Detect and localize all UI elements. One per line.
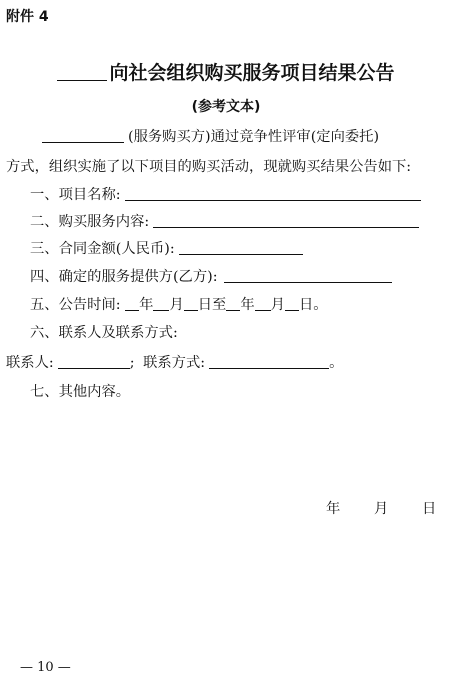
contact-person-label: 联系人: <box>6 355 54 371</box>
day-blank-2 <box>285 296 299 311</box>
signature-year: 年 <box>326 501 341 517</box>
title-text: 向社会组织购买服务项目结果公告 <box>109 62 395 84</box>
item-provider-label: 四、确定的服务提供方(乙方): <box>30 269 218 285</box>
intro-line-1-text: (服务购买方)通过竞争性评审(定向委托) <box>128 129 380 145</box>
page-number: — 10 — <box>20 660 71 675</box>
item-contact-heading: 六、联系人及联系方式: <box>30 325 178 341</box>
item-project-name-label: 一、项目名称: <box>30 187 121 203</box>
contact-method-label: 联系方式: <box>143 355 206 371</box>
year-char-1: 年 <box>139 297 154 313</box>
contact-method-blank <box>209 354 329 369</box>
month-blank-1 <box>153 296 169 311</box>
item-contract-amount-label: 三、合同金额(人民币): <box>30 241 175 257</box>
item-contract-amount <box>30 238 303 258</box>
item-notice-time <box>30 294 328 314</box>
intro-line-2: 方式，组织实施了以下项目的购买活动，现就购买结果公告如下: <box>6 159 412 175</box>
contract-amount-blank <box>179 240 303 255</box>
month-char-1: 月 <box>169 297 184 313</box>
item-project-name <box>30 184 421 204</box>
attachment-label: 附件 4 <box>6 9 49 25</box>
item-service-content-label: 二、购买服务内容: <box>30 214 150 230</box>
document-title <box>0 58 452 85</box>
buyer-blank <box>42 128 124 143</box>
month-blank-2 <box>255 296 271 311</box>
contact-separator: ; <box>129 355 135 371</box>
month-char-2: 月 <box>270 297 285 313</box>
year-blank-2 <box>226 296 240 311</box>
contact-end-char: 。 <box>329 355 344 371</box>
day-to-char: 日至 <box>197 297 227 313</box>
year-blank-1 <box>125 296 139 311</box>
document-subtitle: (参考文本) <box>191 99 261 115</box>
notice-time-label: 五、公告时间: <box>30 297 121 313</box>
title-blank <box>57 64 107 81</box>
signature-month: 月 <box>374 501 389 517</box>
contact-line <box>6 352 343 372</box>
intro-line-1 <box>42 126 379 146</box>
item-other: 七、其他内容。 <box>30 384 131 400</box>
year-char-2: 年 <box>240 297 255 313</box>
project-name-blank <box>125 186 421 201</box>
item-provider <box>30 266 392 286</box>
service-content-blank <box>153 213 419 228</box>
contact-person-blank <box>58 354 130 369</box>
day-blank-1 <box>184 296 198 311</box>
day-end-char: 日。 <box>298 297 328 313</box>
provider-blank <box>224 268 392 283</box>
signature-day: 日 <box>422 501 437 517</box>
item-service-content <box>30 211 419 231</box>
